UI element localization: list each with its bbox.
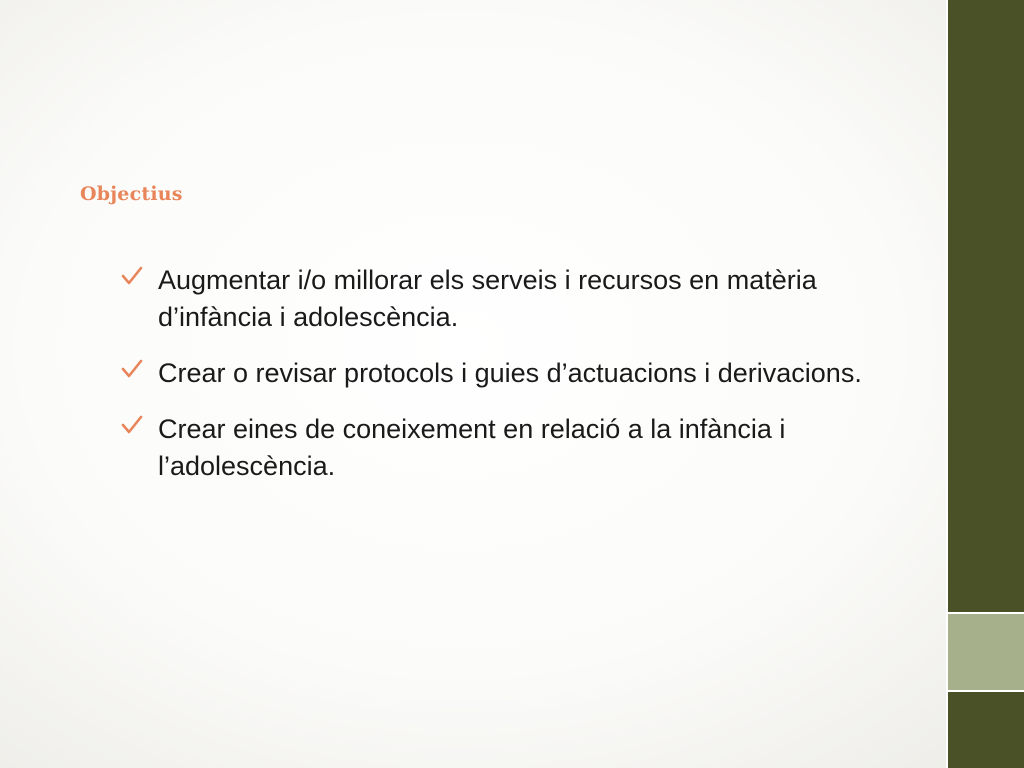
check-icon bbox=[120, 413, 144, 437]
sidebar-accent-block bbox=[948, 614, 1024, 690]
list-item bbox=[118, 411, 878, 485]
objectives-list bbox=[118, 262, 878, 504]
slide-title: Objectius bbox=[80, 183, 183, 205]
list-item bbox=[118, 262, 878, 336]
check-icon bbox=[120, 357, 144, 381]
list-item-text: Augmentar i/o millorar els serveis i recursos en matèria d’infància i adolescència. bbox=[158, 265, 817, 332]
list-item bbox=[118, 355, 878, 392]
list-item-text: Crear eines de coneixement en relació a la infància i l’adolescència. bbox=[158, 414, 786, 481]
check-icon bbox=[120, 264, 144, 288]
sidebar-accent-border-bottom bbox=[948, 690, 1024, 692]
list-item-text: Crear o revisar protocols i guies d’actuacions i derivacions. bbox=[158, 358, 862, 388]
